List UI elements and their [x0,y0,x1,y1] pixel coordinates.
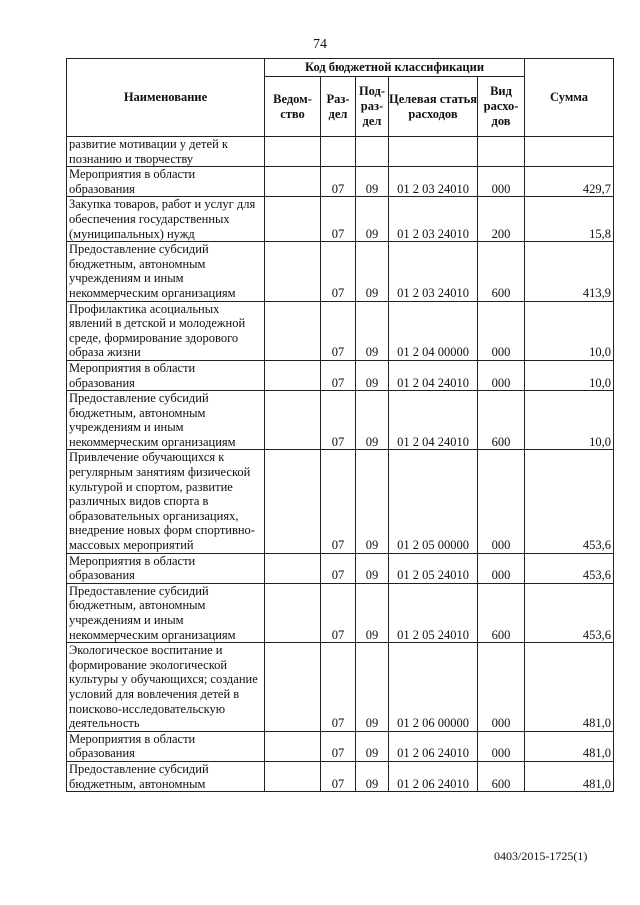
row-vedomstvo [265,731,321,761]
table-row [67,167,614,197]
row-sum [525,137,614,167]
row-name: Предоставление субсидий бюджетным, автономным учреждениям и иным некоммерческим организациям [67,583,265,642]
row-expense-type: 200 [478,197,525,242]
row-target-article: 01 2 05 24010 [389,583,478,642]
row-vedomstvo [265,197,321,242]
row-target-article: 01 2 04 24010 [389,360,478,390]
row-podrazdel: 09 [356,167,389,197]
header-expense-type: Вид расхо-дов [478,77,525,137]
row-sum: 10,0 [525,360,614,390]
row-target-article: 01 2 03 24010 [389,242,478,301]
row-sum: 453,6 [525,583,614,642]
row-razdel: 07 [321,242,356,301]
row-expense-type: 000 [478,553,525,583]
row-target-article [389,137,478,167]
table-row [67,643,614,732]
row-podrazdel: 09 [356,643,389,732]
table-row [67,137,614,167]
row-target-article: 01 2 05 24010 [389,553,478,583]
row-expense-type [478,137,525,167]
row-vedomstvo [265,167,321,197]
row-target-article: 01 2 06 24010 [389,731,478,761]
row-name: Мероприятия в области образования [67,360,265,390]
table-row [67,761,614,791]
row-razdel: 07 [321,391,356,450]
row-razdel: 07 [321,450,356,553]
row-target-article: 01 2 06 00000 [389,643,478,732]
row-vedomstvo [265,583,321,642]
row-vedomstvo [265,360,321,390]
row-razdel: 07 [321,197,356,242]
row-sum: 481,0 [525,761,614,791]
row-sum: 453,6 [525,553,614,583]
header-name: Наименование [67,59,265,137]
row-razdel: 07 [321,583,356,642]
table-row [67,553,614,583]
header-razdel: Раз-дел [321,77,356,137]
row-name: Предоставление субсидий бюджетным, автономным [67,761,265,791]
row-razdel: 07 [321,761,356,791]
row-target-article: 01 2 05 00000 [389,450,478,553]
row-name: Мероприятия в области образования [67,167,265,197]
row-name: развитие мотивации у детей к познанию и творчеству [67,137,265,167]
row-expense-type: 600 [478,583,525,642]
row-name: Мероприятия в области образования [67,553,265,583]
row-expense-type: 000 [478,360,525,390]
header-sum: Сумма [525,59,614,137]
row-podrazdel: 09 [356,242,389,301]
row-vedomstvo [265,391,321,450]
row-target-article: 01 2 04 24010 [389,391,478,450]
row-target-article: 01 2 04 00000 [389,301,478,360]
header-vedomstvo: Ведом-ство [265,77,321,137]
row-name: Предоставление субсидий бюджетным, автономным учреждениям и иным некоммерческим организациям [67,391,265,450]
row-target-article: 01 2 06 24010 [389,761,478,791]
row-name: Привлечение обучающихся к регулярным занятиям физической культурой и спортом, развитие различных видов спорта в образовательных организациях, внедрение новых форм спортивно-массовых мероприятий [67,450,265,553]
row-sum: 15,8 [525,197,614,242]
row-name: Предоставление субсидий бюджетным, автономным учреждениям и иным некоммерческим организациям [67,242,265,301]
row-target-article: 01 2 03 24010 [389,167,478,197]
row-expense-type: 600 [478,391,525,450]
row-vedomstvo [265,553,321,583]
row-expense-type: 000 [478,643,525,732]
header-budget-code-group: Код бюджетной классификации [265,59,525,77]
table-row [67,242,614,301]
row-razdel: 07 [321,167,356,197]
row-expense-type: 600 [478,761,525,791]
row-podrazdel: 09 [356,360,389,390]
row-podrazdel: 09 [356,731,389,761]
table-body [67,137,614,792]
row-podrazdel: 09 [356,301,389,360]
row-expense-type: 600 [478,242,525,301]
row-name: Профилактика асоциальных явлений в детской и молодежной среде, формирование здорового образа жизни [67,301,265,360]
header-target-article: Целевая статья расходов [389,77,478,137]
row-vedomstvo [265,137,321,167]
table-row [67,731,614,761]
row-razdel: 07 [321,360,356,390]
row-sum: 481,0 [525,731,614,761]
row-vedomstvo [265,242,321,301]
row-name: Экологическое воспитание и формирование экологической культуры у обучающихся; создание условий для вовлечения детей в поисково-исследовательскую деятельность [67,643,265,732]
row-sum: 481,0 [525,643,614,732]
row-razdel [321,137,356,167]
row-podrazdel: 09 [356,391,389,450]
row-name: Мероприятия в области образования [67,731,265,761]
row-sum: 429,7 [525,167,614,197]
row-sum: 10,0 [525,301,614,360]
row-expense-type: 000 [478,167,525,197]
row-razdel: 07 [321,643,356,732]
table-row [67,197,614,242]
budget-table [66,58,614,792]
row-expense-type: 000 [478,301,525,360]
row-vedomstvo [265,761,321,791]
document-code: 0403/2015-1725(1) [494,849,588,863]
page-number: 74 [313,37,327,52]
row-vedomstvo [265,643,321,732]
row-podrazdel: 09 [356,553,389,583]
row-podrazdel: 09 [356,450,389,553]
row-sum: 413,9 [525,242,614,301]
row-target-article: 01 2 03 24010 [389,197,478,242]
header-podrazdel: Под-раз-дел [356,77,389,137]
table-row [67,360,614,390]
row-razdel: 07 [321,301,356,360]
row-sum: 453,6 [525,450,614,553]
table-row [67,583,614,642]
row-expense-type: 000 [478,731,525,761]
row-vedomstvo [265,450,321,553]
row-expense-type: 000 [478,450,525,553]
row-podrazdel [356,137,389,167]
row-name: Закупка товаров, работ и услуг для обеспечения государственных (муниципальных) нужд [67,197,265,242]
row-podrazdel: 09 [356,197,389,242]
row-vedomstvo [265,301,321,360]
row-razdel: 07 [321,553,356,583]
row-podrazdel: 09 [356,761,389,791]
table-row [67,301,614,360]
table-row [67,391,614,450]
row-sum: 10,0 [525,391,614,450]
table-row [67,450,614,553]
row-razdel: 07 [321,731,356,761]
row-podrazdel: 09 [356,583,389,642]
